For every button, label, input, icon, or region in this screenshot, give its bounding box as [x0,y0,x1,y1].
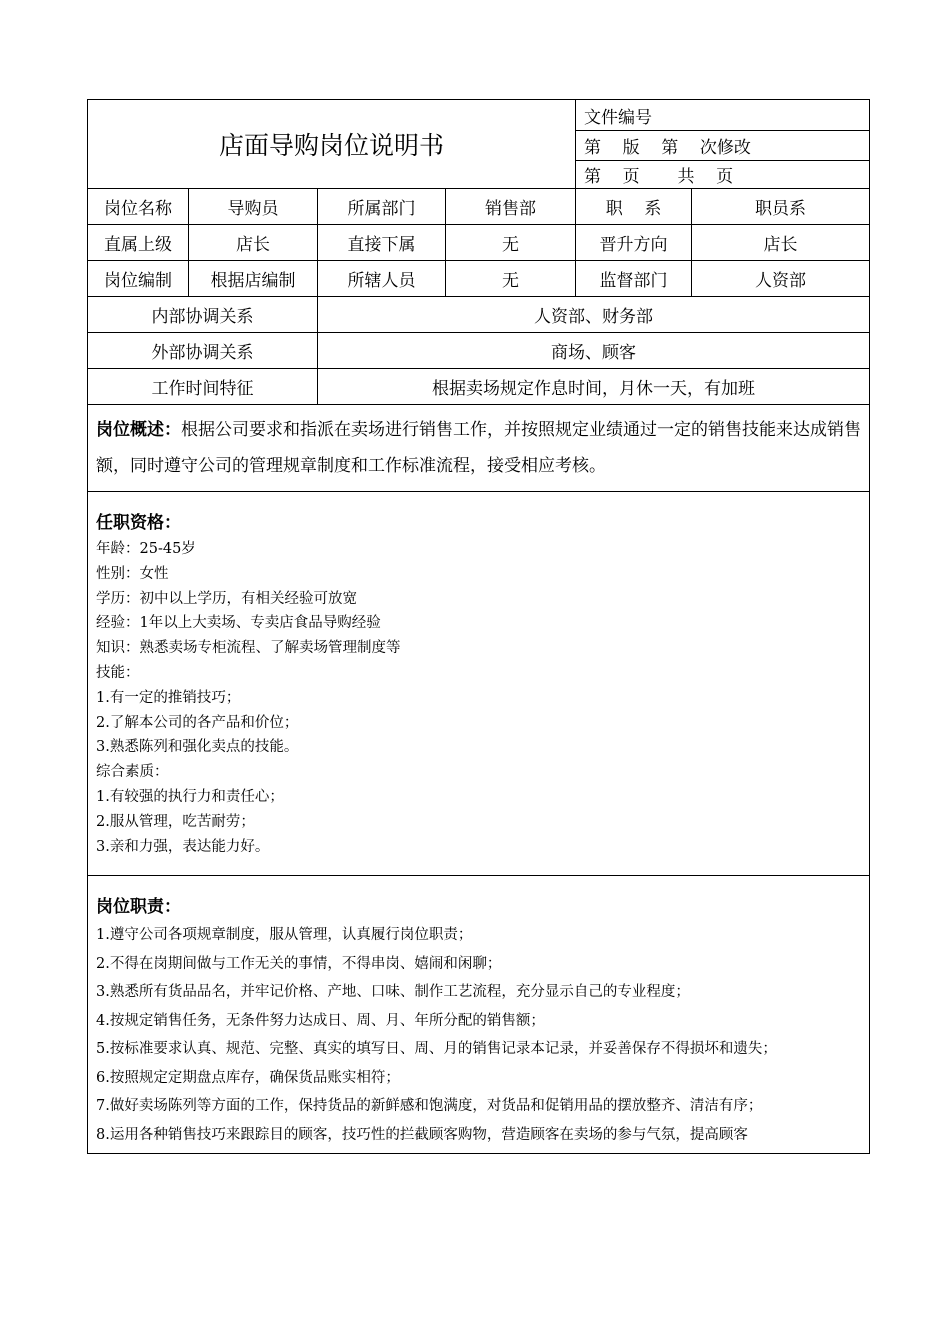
duty-item: 6.按照规定定期盘点库存，确保货品账实相符； [96,1069,400,1086]
doc-number-label: 文件编号 [576,100,870,131]
qualification-line: 3.亲和力强，表达能力好。 [96,838,270,855]
label-job-family: 职 系 [576,189,692,225]
document-title: 店面导购岗位说明书 [88,100,576,189]
info-row-headcount [88,261,870,297]
label-position-name: 岗位名称 [88,189,189,225]
qualification-line: 年龄：25-45岁 [96,541,196,557]
overview-section [88,405,870,492]
qualification-line: 知识：熟悉卖场专柜流程、了解卖场管理制度等 [96,640,401,657]
label-subordinate: 直接下属 [318,225,446,261]
value-position-name: 导购员 [189,189,318,225]
overview-label: 岗位概述： [96,420,181,440]
page-label: 第 页 共 页 [576,161,870,189]
duty-item: 2.不得在岗期间做与工作无关的事情，不得串岗、嬉闹和闲聊； [96,955,502,972]
label-work-hours: 工作时间特征 [88,369,318,405]
value-work-hours: 根据卖场规定作息时间，月休一天，有加班 [318,369,870,405]
value-external-relations: 商场、顾客 [318,333,870,369]
label-staff: 所辖人员 [318,261,446,297]
info-row-superior [88,225,870,261]
overview-text: 根据公司要求和指派在卖场进行销售工作，并按照规定业绩通过一定的销售技能来达成销售额，同时遵守公司的管理规章制度和工作标准流程，接受相应考核。 [96,420,861,476]
duty-item: 1.遵守公司各项规章制度，服从管理，认真履行岗位职责； [96,927,473,943]
label-headcount: 岗位编制 [88,261,189,297]
value-subordinate: 无 [446,225,576,261]
duties-section [88,876,870,1154]
duties-list [96,921,861,1149]
label-superior: 直属上级 [88,225,189,261]
value-headcount: 根据店编制 [189,261,318,297]
value-department: 销售部 [446,189,576,225]
value-superior: 店长 [189,225,318,261]
value-internal-relations: 人资部、财务部 [318,297,870,333]
duty-item: 3.熟悉所有货品品名，并牢记价格、产地、口味、制作工艺流程，充分显示自己的专业程度； [96,984,690,1000]
qualification-line: 1.有较强的执行力和责任心； [96,788,284,805]
qualification-line: 性别：女性 [96,565,169,582]
value-job-family: 职员系 [692,189,870,225]
revision-label: 第 版 第 次修改 [576,131,870,161]
qualifications-section [88,492,870,876]
label-department: 所属部门 [318,189,446,225]
qualification-line: 2.了解本公司的各产品和价位； [96,714,299,731]
qualification-line: 学历：初中以上学历，有相关经验可放宽 [96,590,357,607]
value-promotion: 店长 [692,225,870,261]
label-external-relations: 外部协调关系 [88,333,318,369]
duties-title: 岗位职责： [96,897,181,917]
duty-item: 7.做好卖场陈列等方面的工作，保持货品的新鲜感和饱满度，对货品和促销用品的摆放整齐、清洁有序； [96,1098,763,1114]
qualifications-title: 任职资格： [96,513,181,533]
qualification-line: 技能： [96,664,140,681]
qualification-line: 1.有一定的推销技巧； [96,689,241,706]
duty-item: 4.按规定销售任务，无条件努力达成日、周、月、年所分配的销售额； [96,1012,545,1029]
info-row-position [88,189,870,225]
qualification-line: 经验：1年以上大卖场、专卖店食品导购经验 [96,615,381,632]
value-staff: 无 [446,261,576,297]
relation-row-hours [88,369,870,405]
qualification-line: 3.熟悉陈列和强化卖点的技能。 [96,739,299,756]
job-description-table [87,99,870,1154]
label-supervisor-dept: 监督部门 [576,261,692,297]
qualifications-list [96,537,861,859]
duty-item: 5.按标准要求认真、规范、完整、真实的填写日、周、月的销售记录本记录，并妥善保存不得损坏和遗失； [96,1041,777,1057]
duty-item: 8.运用各种销售技巧来跟踪目的顾客，技巧性的拦截顾客购物，营造顾客在卖场的参与气氛，提高顾客 [96,1126,748,1143]
relation-row-internal [88,297,870,333]
relation-row-external [88,333,870,369]
qualification-line: 2.服从管理，吃苦耐劳； [96,813,255,830]
value-supervisor-dept: 人资部 [692,261,870,297]
label-internal-relations: 内部协调关系 [88,297,318,333]
qualification-line: 综合素质： [96,764,169,781]
label-promotion: 晋升方向 [576,225,692,261]
